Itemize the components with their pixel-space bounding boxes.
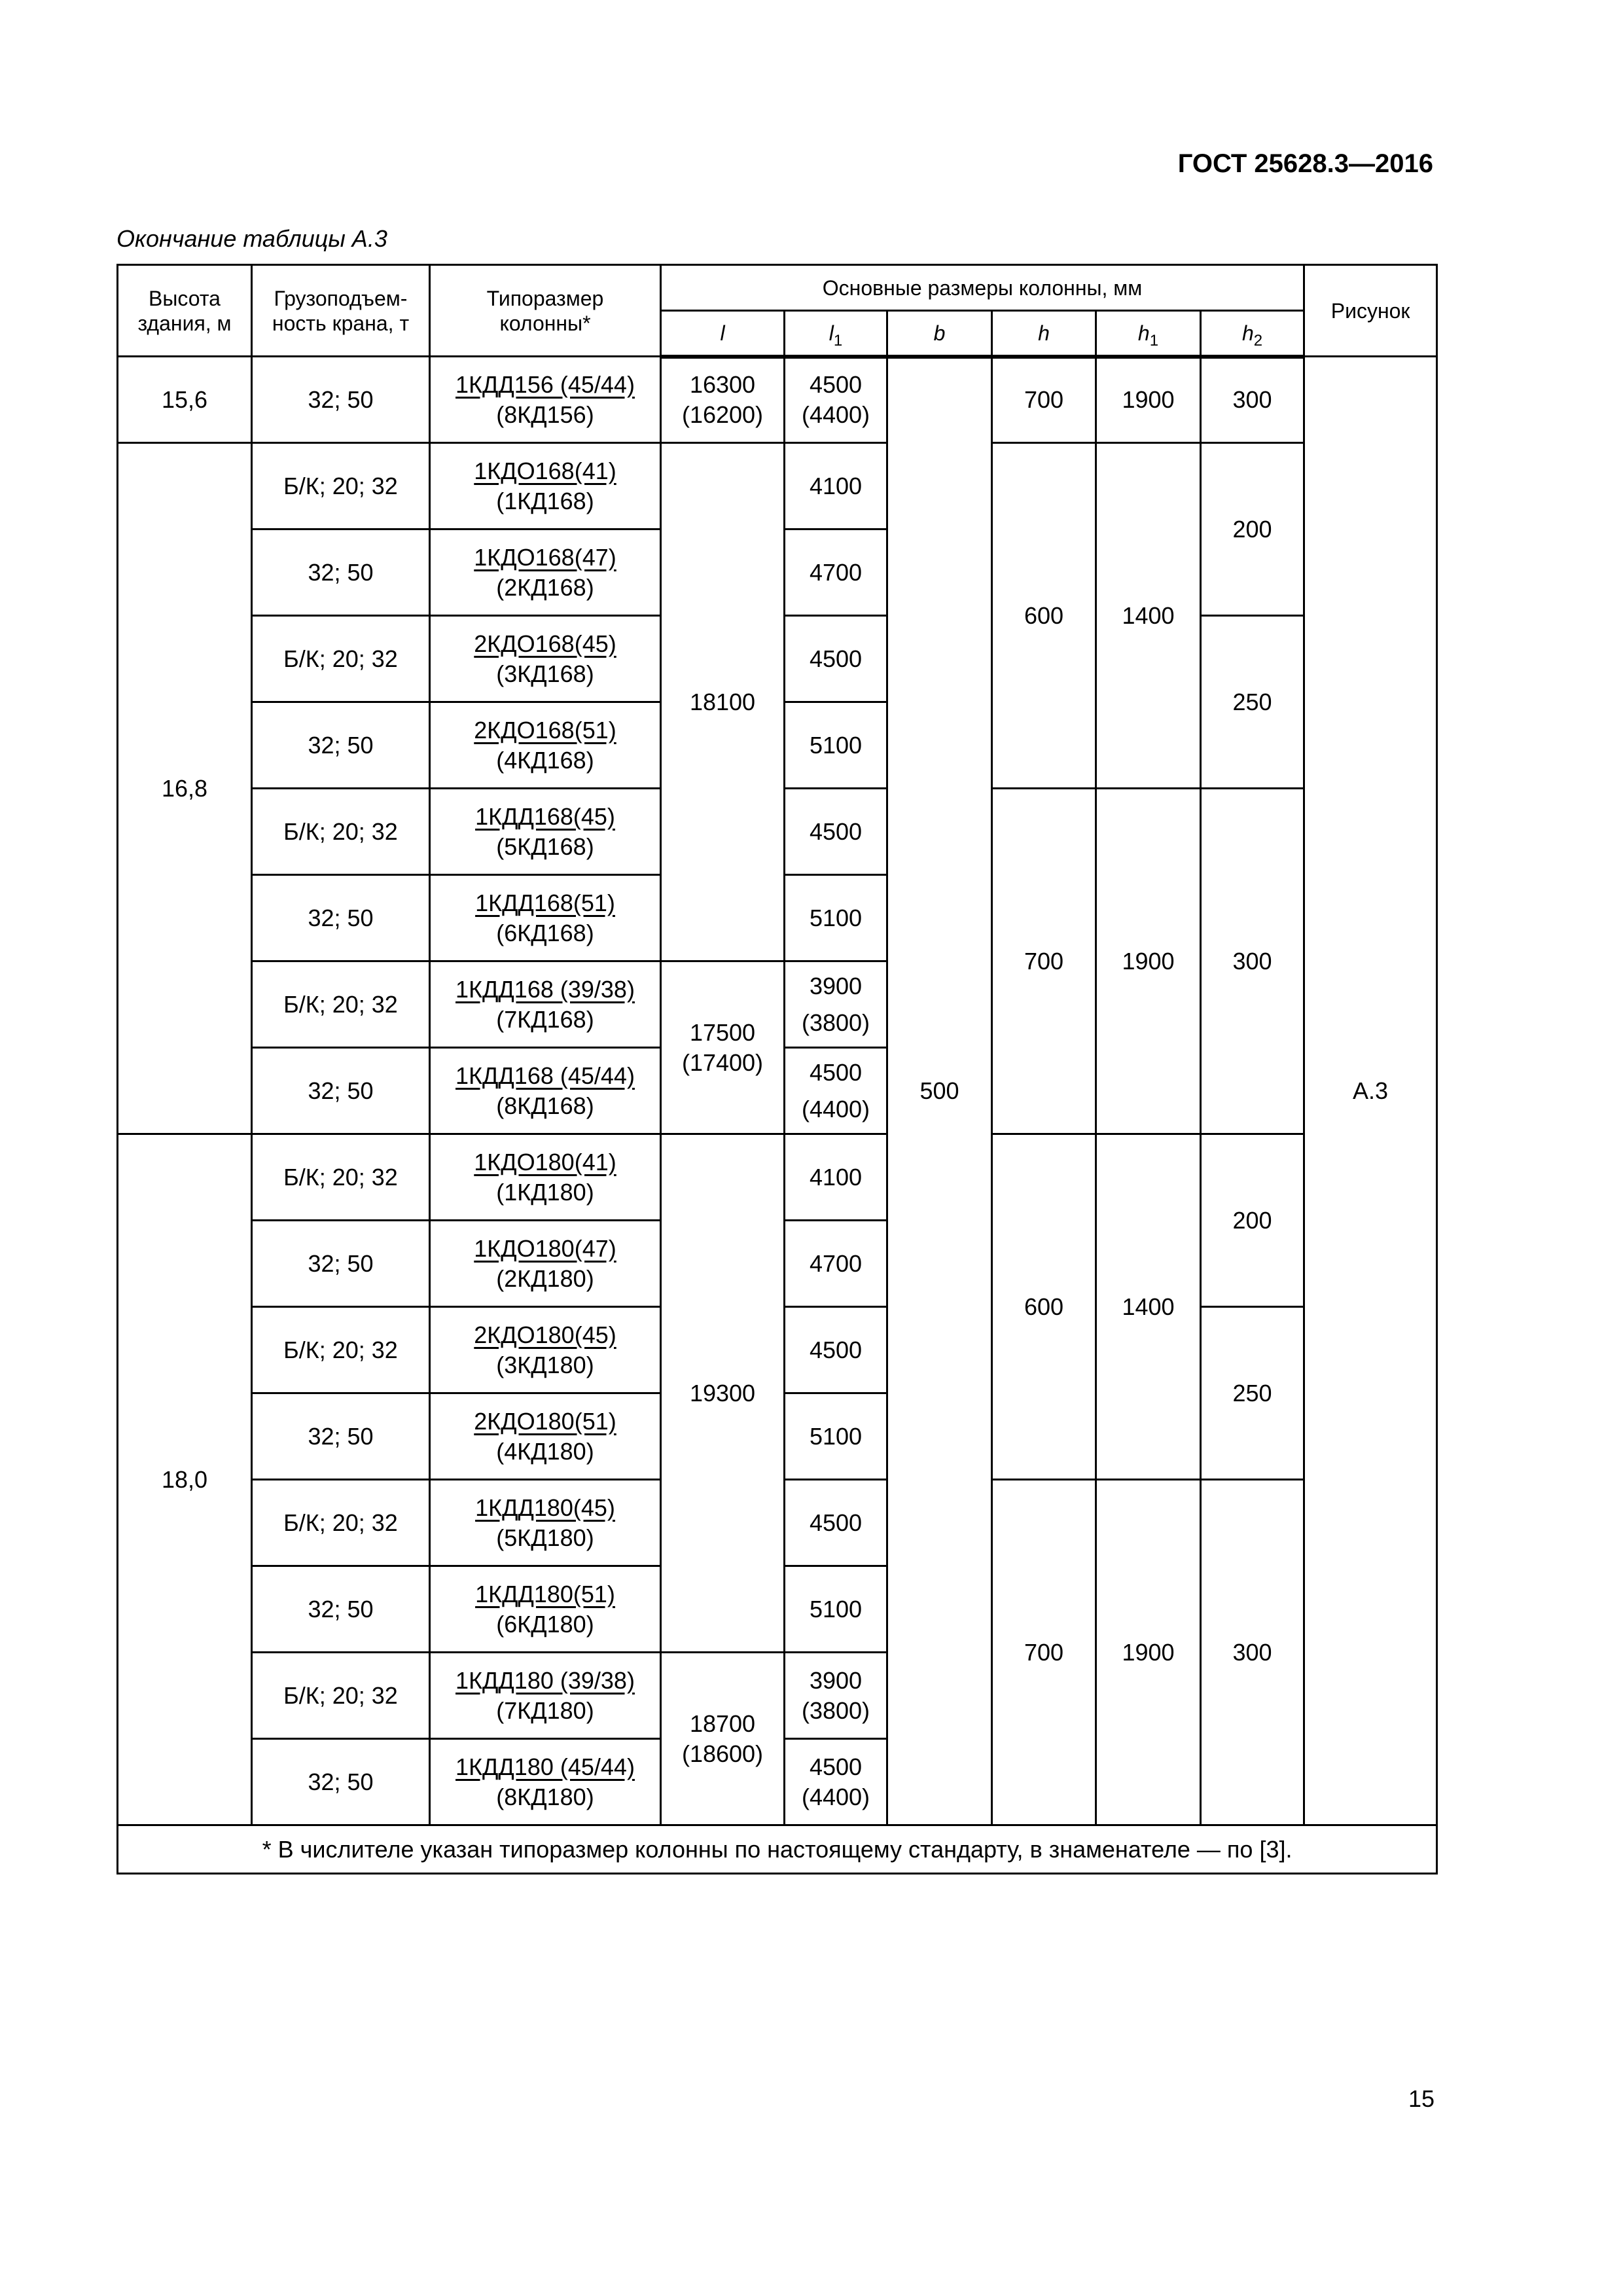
l1-cell: 5100 xyxy=(785,875,887,961)
table-footnote: * В числителе указан типоразмер колонны по настоящему стандарту, в знаменателе — по [3]. xyxy=(118,1825,1437,1874)
h-cell: 700 xyxy=(992,357,1096,443)
header-l1: $l_1$ xyxy=(785,311,887,357)
height-cell: 18,0 xyxy=(118,1134,252,1825)
h2-cell: 200 xyxy=(1201,443,1304,616)
l1-cell: 5100 xyxy=(785,702,887,789)
b-cell: 500 xyxy=(887,357,992,1825)
table-row xyxy=(118,1134,1437,1221)
standard-designation: ГОСТ 25628.3—2016 xyxy=(1177,149,1433,178)
l1-cell: 4500 xyxy=(785,1307,887,1393)
type-cell: 1КДО168(47) (2КД168) xyxy=(430,529,661,616)
footnote-row xyxy=(118,1825,1437,1874)
l-cell: 18100 xyxy=(661,443,785,961)
h1-cell: 1900 xyxy=(1096,789,1201,1134)
l1-cell: 4100 xyxy=(785,443,887,529)
header-capacity: Грузоподъем-ность крана, т xyxy=(252,265,430,357)
header-type: Типоразмер колонны* xyxy=(430,265,661,357)
l1-cell: 4500 xyxy=(785,789,887,875)
header-l: l xyxy=(661,311,785,357)
type-cell: 1КДД168(45) (5КД168) xyxy=(430,789,661,875)
l-cell: 19300 xyxy=(661,1134,785,1653)
l1-cell: 4500 (4400) xyxy=(785,1739,887,1825)
l1-cell: 3900 (3800) xyxy=(785,961,887,1048)
l1-cell: 4500 xyxy=(785,1480,887,1566)
type-cell: 1КДД180(45) (5КД180) xyxy=(430,1480,661,1566)
type-cell: 1КДО180(47) (2КД180) xyxy=(430,1221,661,1307)
capacity-cell: 32; 50 xyxy=(252,1221,430,1307)
type-cell: 2КДО180(45) (3КД180) xyxy=(430,1307,661,1393)
capacity-cell: Б/К; 20; 32 xyxy=(252,616,430,702)
h2-cell: 200 xyxy=(1201,1134,1304,1307)
h2-cell: 300 xyxy=(1201,357,1304,443)
capacity-cell: 32; 50 xyxy=(252,529,430,616)
h-cell: 700 xyxy=(992,1480,1096,1825)
h1-cell: 1400 xyxy=(1096,1134,1201,1480)
capacity-cell: 32; 50 xyxy=(252,357,430,443)
header-figure: Рисунок xyxy=(1304,265,1437,357)
type-cell: 1КДД168 (45/44) (8КД168) xyxy=(430,1048,661,1134)
height-cell: 15,6 xyxy=(118,357,252,443)
capacity-cell: Б/К; 20; 32 xyxy=(252,789,430,875)
figure-cell: А.3 xyxy=(1304,357,1437,1825)
column-dimensions-table xyxy=(116,264,1438,1874)
h1-cell: 1400 xyxy=(1096,443,1201,789)
capacity-cell: 32; 50 xyxy=(252,1566,430,1653)
capacity-cell: Б/К; 20; 32 xyxy=(252,1653,430,1739)
l1-cell: 5100 xyxy=(785,1393,887,1480)
l1-cell: 4500 xyxy=(785,616,887,702)
header-h: h xyxy=(992,311,1096,357)
capacity-cell: Б/К; 20; 32 xyxy=(252,1480,430,1566)
capacity-cell: 32; 50 xyxy=(252,1393,430,1480)
type-cell: 1КДД180 (39/38) (7КД180) xyxy=(430,1653,661,1739)
capacity-cell: Б/К; 20; 32 xyxy=(252,961,430,1048)
l1-cell: 5100 xyxy=(785,1566,887,1653)
l-cell: 18700 (18600) xyxy=(661,1653,785,1825)
type-cell: 1КДД168(51) (6КД168) xyxy=(430,875,661,961)
capacity-cell: Б/К; 20; 32 xyxy=(252,1134,430,1221)
capacity-cell: 32; 50 xyxy=(252,1048,430,1134)
l1-cell: 4700 xyxy=(785,529,887,616)
h1-cell: 1900 xyxy=(1096,357,1201,443)
capacity-cell: Б/К; 20; 32 xyxy=(252,1307,430,1393)
type-cell: 1КДД180 (45/44) (8КД180) xyxy=(430,1739,661,1825)
l1-cell: 4500 (4400) xyxy=(785,1048,887,1134)
h2-cell: 300 xyxy=(1201,789,1304,1134)
header-h1: $h_1$ xyxy=(1096,311,1201,357)
page-number: 15 xyxy=(1408,2085,1435,2112)
h-cell: 600 xyxy=(992,443,1096,789)
capacity-cell: 32; 50 xyxy=(252,875,430,961)
type-cell: 1КДО168(41) (1КД168) xyxy=(430,443,661,529)
h-cell: 600 xyxy=(992,1134,1096,1480)
type-cell: 2КДО168(45) (3КД168) xyxy=(430,616,661,702)
header-height: Высота здания, м xyxy=(118,265,252,357)
type-cell: 1КДД168 (39/38) (7КД168) xyxy=(430,961,661,1048)
table-caption: Окончание таблицы А.3 xyxy=(116,225,387,252)
l1-cell: 3900 (3800) xyxy=(785,1653,887,1739)
height-cell: 16,8 xyxy=(118,443,252,1134)
h2-cell: 300 xyxy=(1201,1480,1304,1825)
l-cell: 17500 (17400) xyxy=(661,961,785,1134)
type-cell: 2КДО180(51) (4КД180) xyxy=(430,1393,661,1480)
header-b: b xyxy=(887,311,992,357)
l-cell: 16300 (16200) xyxy=(661,357,785,443)
h1-cell: 1900 xyxy=(1096,1480,1201,1825)
header-dimensions: Основные размеры колонны, мм xyxy=(661,265,1304,311)
capacity-cell: 32; 50 xyxy=(252,1739,430,1825)
table-row xyxy=(118,443,1437,529)
h2-cell: 250 xyxy=(1201,616,1304,789)
l1-cell: 4700 xyxy=(785,1221,887,1307)
type-cell: 1КДД156 (45/44) (8КД156) xyxy=(430,357,661,443)
capacity-cell: Б/К; 20; 32 xyxy=(252,443,430,529)
l1-cell: 4100 xyxy=(785,1134,887,1221)
table-row xyxy=(118,357,1437,443)
type-cell: 2КДО168(51) (4КД168) xyxy=(430,702,661,789)
capacity-cell: 32; 50 xyxy=(252,702,430,789)
h-cell: 700 xyxy=(992,789,1096,1134)
type-cell: 1КДО180(41) (1КД180) xyxy=(430,1134,661,1221)
header-h2: $h_2$ xyxy=(1201,311,1304,357)
type-cell: 1КДД180(51) (6КД180) xyxy=(430,1566,661,1653)
l1-cell: 4500 (4400) xyxy=(785,357,887,443)
h2-cell: 250 xyxy=(1201,1307,1304,1480)
